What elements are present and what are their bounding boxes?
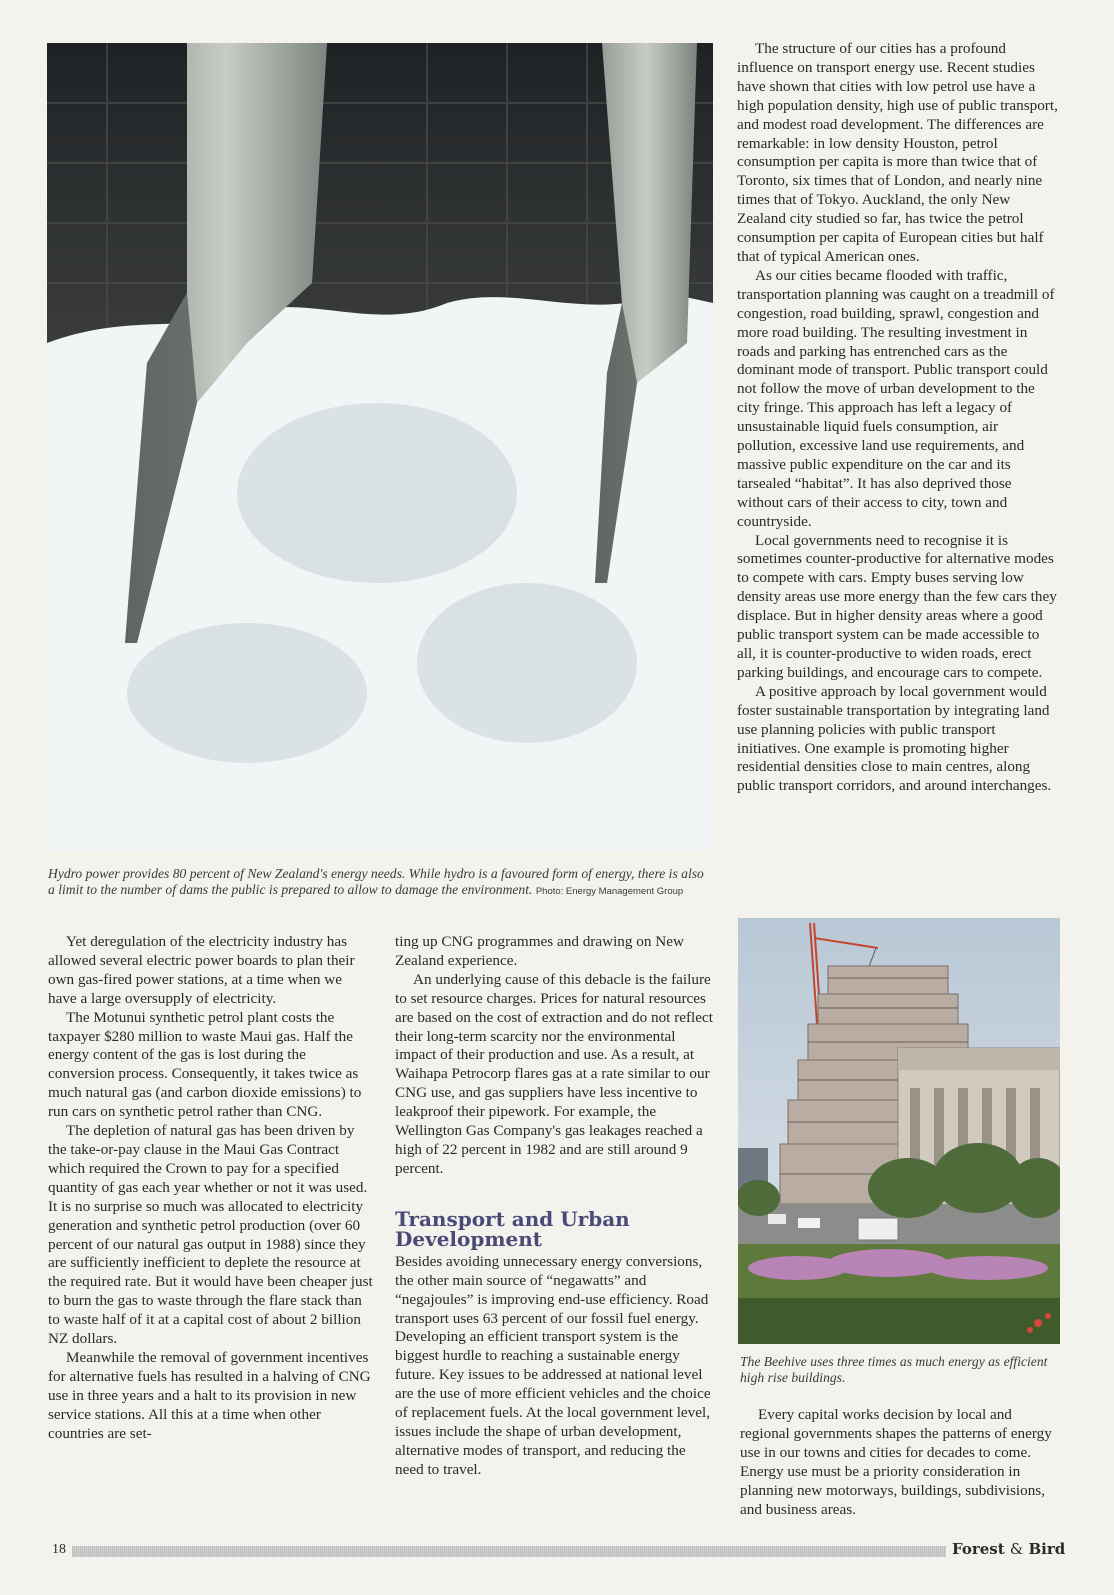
right-bottom-paragraph: Every capital works decision by local and regional governments shapes the patterns of energy use in our towns and cities for decades to come. Energy use must be a priority consideration in planning new motorways, buildings, subdivisions, and business areas. (740, 1406, 1052, 1518)
footer-rule (72, 1546, 946, 1557)
right-paragraph-3: Local governments need to recognise it is sometimes counter-productive for alternative modes to compete with cars. Empty buses serving low density areas use more energy than the few cars they displace. But in higher density areas where a good public transport system can be made accessible to all, it is counter-productive to widen roads, erect parking buildings, and encourage cars to compete. (737, 531, 1057, 681)
beehive-illustration (738, 918, 1060, 1344)
left-paragraph-2: The Motunui synthetic petrol plant costs the taxpayer $280 million to waste Maui gas. Half the energy content of the gas is lost during the conversion process. Consequently, it takes twice as much natural gas (and carbon dioxide emissions) to run cars on synthetic petrol rather than CNG. (48, 1008, 362, 1121)
right-paragraph-2: As our cities became flooded with traffic, transportation planning was caught on a treadmill of congestion, road building, sprawl, congestion and more road building. The resulting investment in roads and parking has entrenched cars as the dominant mode of transport. Public transport could not follow the move of urban development to the city fringe. This approach has left a legacy of unsustainable liquid fuels consumption, air pollution, excessive land use requirements, and massive public expenditure on the car and its tarsealed “habitat”. It has also deprived those without cars of their access to city, town and countryside. (737, 266, 1055, 530)
right-paragraph-1: The structure of our cities has a profound influence on transport energy use. Recent studies have shown that cities with low petrol use have a high population density, high use of public transport, and modest road development. The differences are remarkable: in low density Houston, petrol consumption per capita is more than twice that of Toronto, six times that of London, and nearly nine times that of Tokyo. Auckland, the only New Zealand city studied so far, has twice the petrol consumption per capita of European cities but half that of typical American ones. (737, 40, 1058, 265)
brand-word-bird: Bird (1028, 1540, 1066, 1558)
right-column-bottom (740, 1406, 1064, 1519)
beehive-photo-caption-text: The Beehive uses three times as much energy as efficient high rise buildings. (740, 1354, 1048, 1385)
dam-photo-credit: Photo: Energy Management Group (535, 885, 684, 897)
page-number: 18 (52, 1542, 66, 1557)
left-column (48, 933, 374, 1443)
dam-photo-caption (48, 866, 708, 899)
left-paragraph-1: Yet deregulation of the electricity industry has allowed several electric power boards to plan their own gas-fired power stations, at a time when we have a large oversupply of electricity. (48, 933, 355, 1007)
beehive-photo (738, 918, 1060, 1344)
right-column-top (737, 40, 1059, 796)
dam-spillway-illustration (47, 43, 713, 851)
middle-column (395, 933, 717, 1480)
brand-ampersand: & (1009, 1540, 1024, 1558)
middle-continued-paragraph: ting up CNG programmes and drawing on New Zealand experience. (395, 933, 684, 969)
left-paragraph-4: Meanwhile the removal of government incentives for alternative fuels has resulted in a halving of CNG use in three years and a halt to its provision in new service stations. All this at a time when other countries are set- (48, 1348, 371, 1442)
left-paragraph-3: The depletion of natural gas has been driven by the take-or-pay clause in the Maui Gas Contract which required the Crown to pay for a specified quantity of gas each year whether or not it was used. It is no surprise so much was allocated to electricity generation and synthetic petrol production (over 60 percent of our natural gas output in 1988) since they are sufficiently inefficient to deplete the resource at the required rate. But it would have been cheaper just to burn the gas to waste through the flare stack than to waste half of it at a capital cost of about 2 billion NZ dollars. (48, 1122, 373, 1348)
beehive-photo-caption (740, 1354, 1060, 1385)
middle-paragraph-3: Besides avoiding unnecessary energy conversions, the other main source of “negawatts” and “negajoules” is improving end-use efficiency. Road transport uses 63 percent of our fossil fuel energy. Developing an efficient transport system is the biggest hurdle to reaching a sustainable energy future. Key issues to be addressed at national level are the use of more efficient vehicles and the choice of replacement fuels. At the local government level, issues include the shape of urban development, alternative modes of transport, and reducing the need to travel. (395, 1252, 711, 1478)
brand-word-forest: Forest (952, 1540, 1005, 1558)
magazine-brand (952, 1540, 1065, 1558)
dam-photo-caption-text: Hydro power provides 80 percent of New Zealand's energy needs. While hydro is a favoured form of energy, there is also a limit to the number of dams the public is prepared to allow to damage the environment. (48, 866, 704, 897)
middle-paragraph-2: An underlying cause of this debacle is the failure to set resource charges. Prices for natural resources are based on the cost of extraction and do not reflect their long-term scarcity nor the environmental impact of their production and use. As a result, at Waihapa Petrocorp flares gas at a rate similar to our CNG use, and gas suppliers have less incentive to leakproof their pipework. For example, the Wellington Gas Company's gas leakages reached a high of 22 percent in 1982 and are still around 9 percent. (395, 970, 713, 1177)
right-paragraph-4: A positive approach by local government would foster sustainable transportation by integrating land use planning policies with public transport initiatives. One example is promoting higher residential densities close to main centres, along public transport corridors, and around interchanges. (737, 682, 1052, 795)
dam-spillway-photo (47, 43, 713, 851)
section-heading-transport: Transport and Urban Development (395, 1206, 630, 1251)
